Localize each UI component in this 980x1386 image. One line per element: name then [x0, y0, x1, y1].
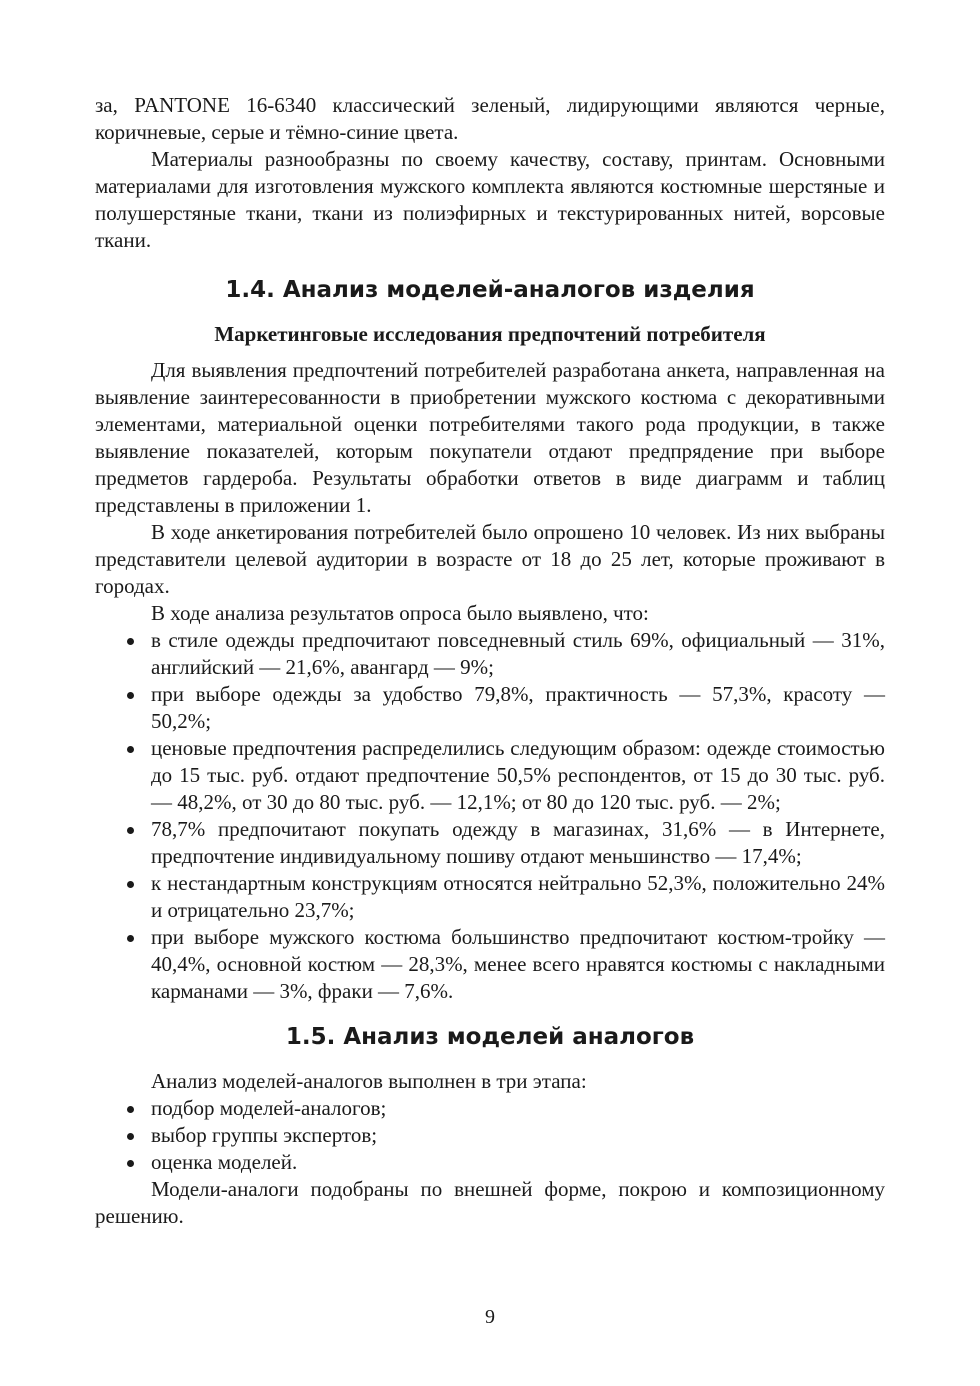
page-content: [95, 92, 885, 1230]
list-item-text: при выборе мужского костюма большинство предпочитают костюм-тройку — 40,4%, основной костюм — 28,3%, менее всего нравятся костюмы с накладными карманами — 3%, фраки — 7,6%.: [151, 925, 885, 1003]
analysis-stages-list: [95, 1095, 885, 1176]
list-item-text: к нестандартным конструкциям относятся нейтрально 52,3%, положительно 24% и отрицательно 23,7%;: [151, 871, 885, 922]
bullet-icon: [127, 692, 134, 699]
list-item: [95, 1122, 885, 1149]
section-1-4-paragraph-1: Для выявления предпочтений потребителей разработана анкета, направленная на выявление заинтересованности в приобретении мужского костюма с декоративными элементами, материальной оценки потребителями такого рода продукции, в также выявление показателей, которым покупатели отдают предпрядение при выборе предметов гардероба. Результаты обработки ответов в виде диаграмм и таблиц представлены в приложении 1.: [95, 358, 885, 517]
list-item: [95, 735, 885, 816]
list-item: [95, 627, 885, 681]
list-item-text: при выборе одежды за удобство 79,8%, практичность — 57,3%, красоту — 50,2%;: [151, 682, 885, 733]
intro-paragraph-2: Материалы разнообразны по своему качеству, составу, принтам. Основными материалами для изготовления мужского комплекта являются костюмные шерстяные и полушерстяные ткани, ткани из полиэфирных и текстурированных нитей, ворсовые ткани.: [95, 147, 885, 252]
list-item-text: выбор группы экспертов;: [151, 1123, 378, 1147]
list-item-text: оценка моделей.: [151, 1150, 298, 1174]
bullet-icon: [127, 881, 134, 888]
section-1-4-paragraph-3: В ходе анализа результатов опроса было выявлено, что:: [151, 601, 649, 625]
section-1-4-title: 1.4. Анализ моделей-аналогов изделия: [225, 277, 755, 303]
bullet-icon: [127, 746, 134, 753]
bullet-icon: [127, 1106, 134, 1113]
bullet-icon: [127, 935, 134, 942]
list-item-text: 78,7% предпочитают покупать одежду в магазинах, 31,6% — в Интернете, предпочтение индивидуальному пошиву отдают меньшинство — 17,4%;: [151, 817, 885, 868]
bullet-icon: [127, 1160, 134, 1167]
bullet-icon: [127, 1133, 134, 1140]
list-item: [95, 1095, 885, 1122]
list-item: [95, 681, 885, 735]
page-number: 9: [485, 1306, 495, 1328]
list-item: [95, 924, 885, 1005]
section-1-5-title: 1.5. Анализ моделей аналогов: [285, 1024, 695, 1050]
section-1-4-subtitle: Маркетинговые исследования предпочтений потребителя: [214, 322, 766, 346]
section-1-4-paragraph-2: В ходе анкетирования потребителей было опрошено 10 человек. Из них выбраны представители целевой аудитории в возрасте от 18 до 25 лет, которые проживают в городах.: [95, 520, 885, 598]
section-1-5-paragraph-2: Модели-аналоги подобраны по внешней форме, покрою и композиционному решению.: [95, 1177, 885, 1228]
list-item-text: ценовые предпочтения распределились следующим образом: одежде стоимостью до 15 тыс. руб. отдают предпочтение 50,5% респондентов, от 15 до 30 тыс. руб. — 48,2%, от 30 до 80 тыс. руб. — 12,1%; от 80 до 120 тыс. руб. — 2%;: [151, 736, 885, 814]
bullet-icon: [127, 827, 134, 834]
section-1-5-paragraph-1: Анализ моделей-аналогов выполнен в три этапа:: [151, 1069, 587, 1093]
bullet-icon: [127, 638, 134, 645]
list-item: [95, 1149, 885, 1176]
intro-paragraph-1: за, PANTONE 16-6340 классический зеленый, лидирующими являются черные, коричневые, серые и тёмно-синие цвета.: [95, 93, 885, 144]
survey-results-list: [95, 627, 885, 1005]
list-item-text: в стиле одежды предпочитают повседневный стиль 69%, официальный — 31%, английский — 21,6%, авангард — 9%;: [151, 628, 885, 679]
list-item: [95, 816, 885, 870]
list-item: [95, 870, 885, 924]
list-item-text: подбор моделей-аналогов;: [151, 1096, 387, 1120]
